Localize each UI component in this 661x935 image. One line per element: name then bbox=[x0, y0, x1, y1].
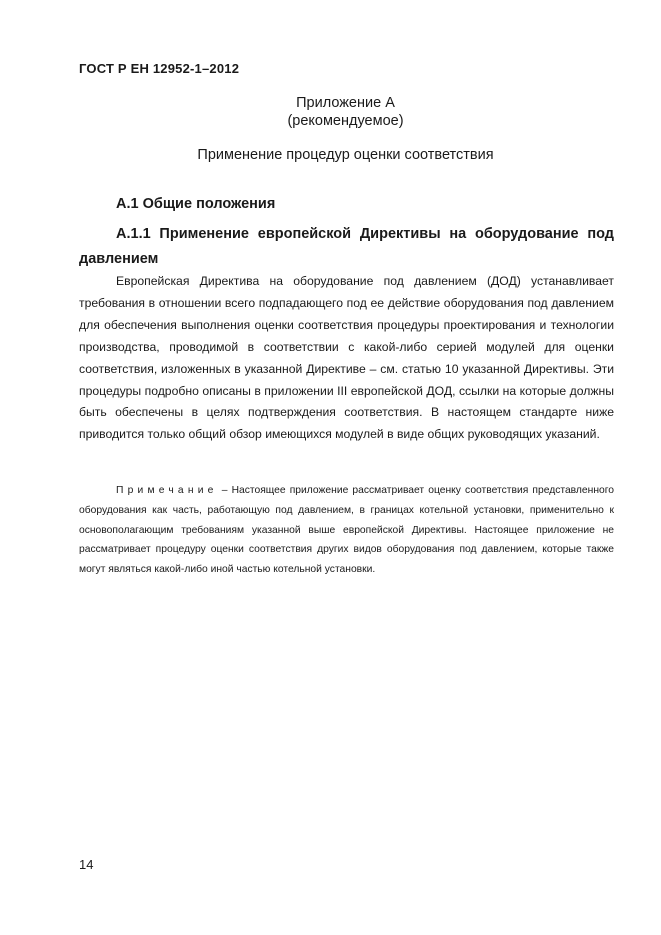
subsection-heading: А.1.1 Применение европейской Директивы на оборудование под давлением bbox=[79, 226, 614, 267]
appendix-heading bbox=[0, 94, 661, 130]
body-paragraph: Европейская Директива на оборудование под давлением (ДОД) устанавливает требования в отношении всего подпадающего под ее действие оборудования под давлением для обеспечения выполнения оценки соответствия процедуры проектирования и технологии производства, проводимой в соответствии с какой-либо серией модулей для оценки соответствия, изложенных в указанной Директиве – см. статью 10 указанной Директивы. Эти процедуры подробно описаны в приложении III европейской ДОД, ссылки на которые должны быть обеспечены в целях подтверждения соответствия. В настоящем стандарте ниже приводится только общий обзор имеющихся модулей в виде общих руководящих указаний. bbox=[79, 274, 614, 442]
standard-code: ГОСТ Р ЕН 12952-1–2012 bbox=[79, 61, 240, 76]
page-number: 14 bbox=[79, 857, 94, 872]
appendix-label: Приложение А bbox=[296, 95, 395, 111]
appendix-title: Применение процедур оценки соответствия bbox=[197, 147, 494, 163]
section-heading: А.1 Общие положения bbox=[116, 196, 276, 212]
note-label: Примечание bbox=[116, 485, 218, 496]
note-text: – Настоящее приложение рассматривает оценку соответствия представленного оборудования как часть, работающую под давлением, в границах котельной установки, применительно к основополагающим требованиям указанной выше европейской Директивы. Настоящее приложение не рассматривает процедуру оценки соответствия других видов оборудования под давлением, которые также могут являться какой-либо иной частью котельной установки. bbox=[79, 485, 614, 576]
appendix-status: (рекомендуемое) bbox=[287, 113, 404, 129]
note-paragraph bbox=[79, 481, 614, 580]
